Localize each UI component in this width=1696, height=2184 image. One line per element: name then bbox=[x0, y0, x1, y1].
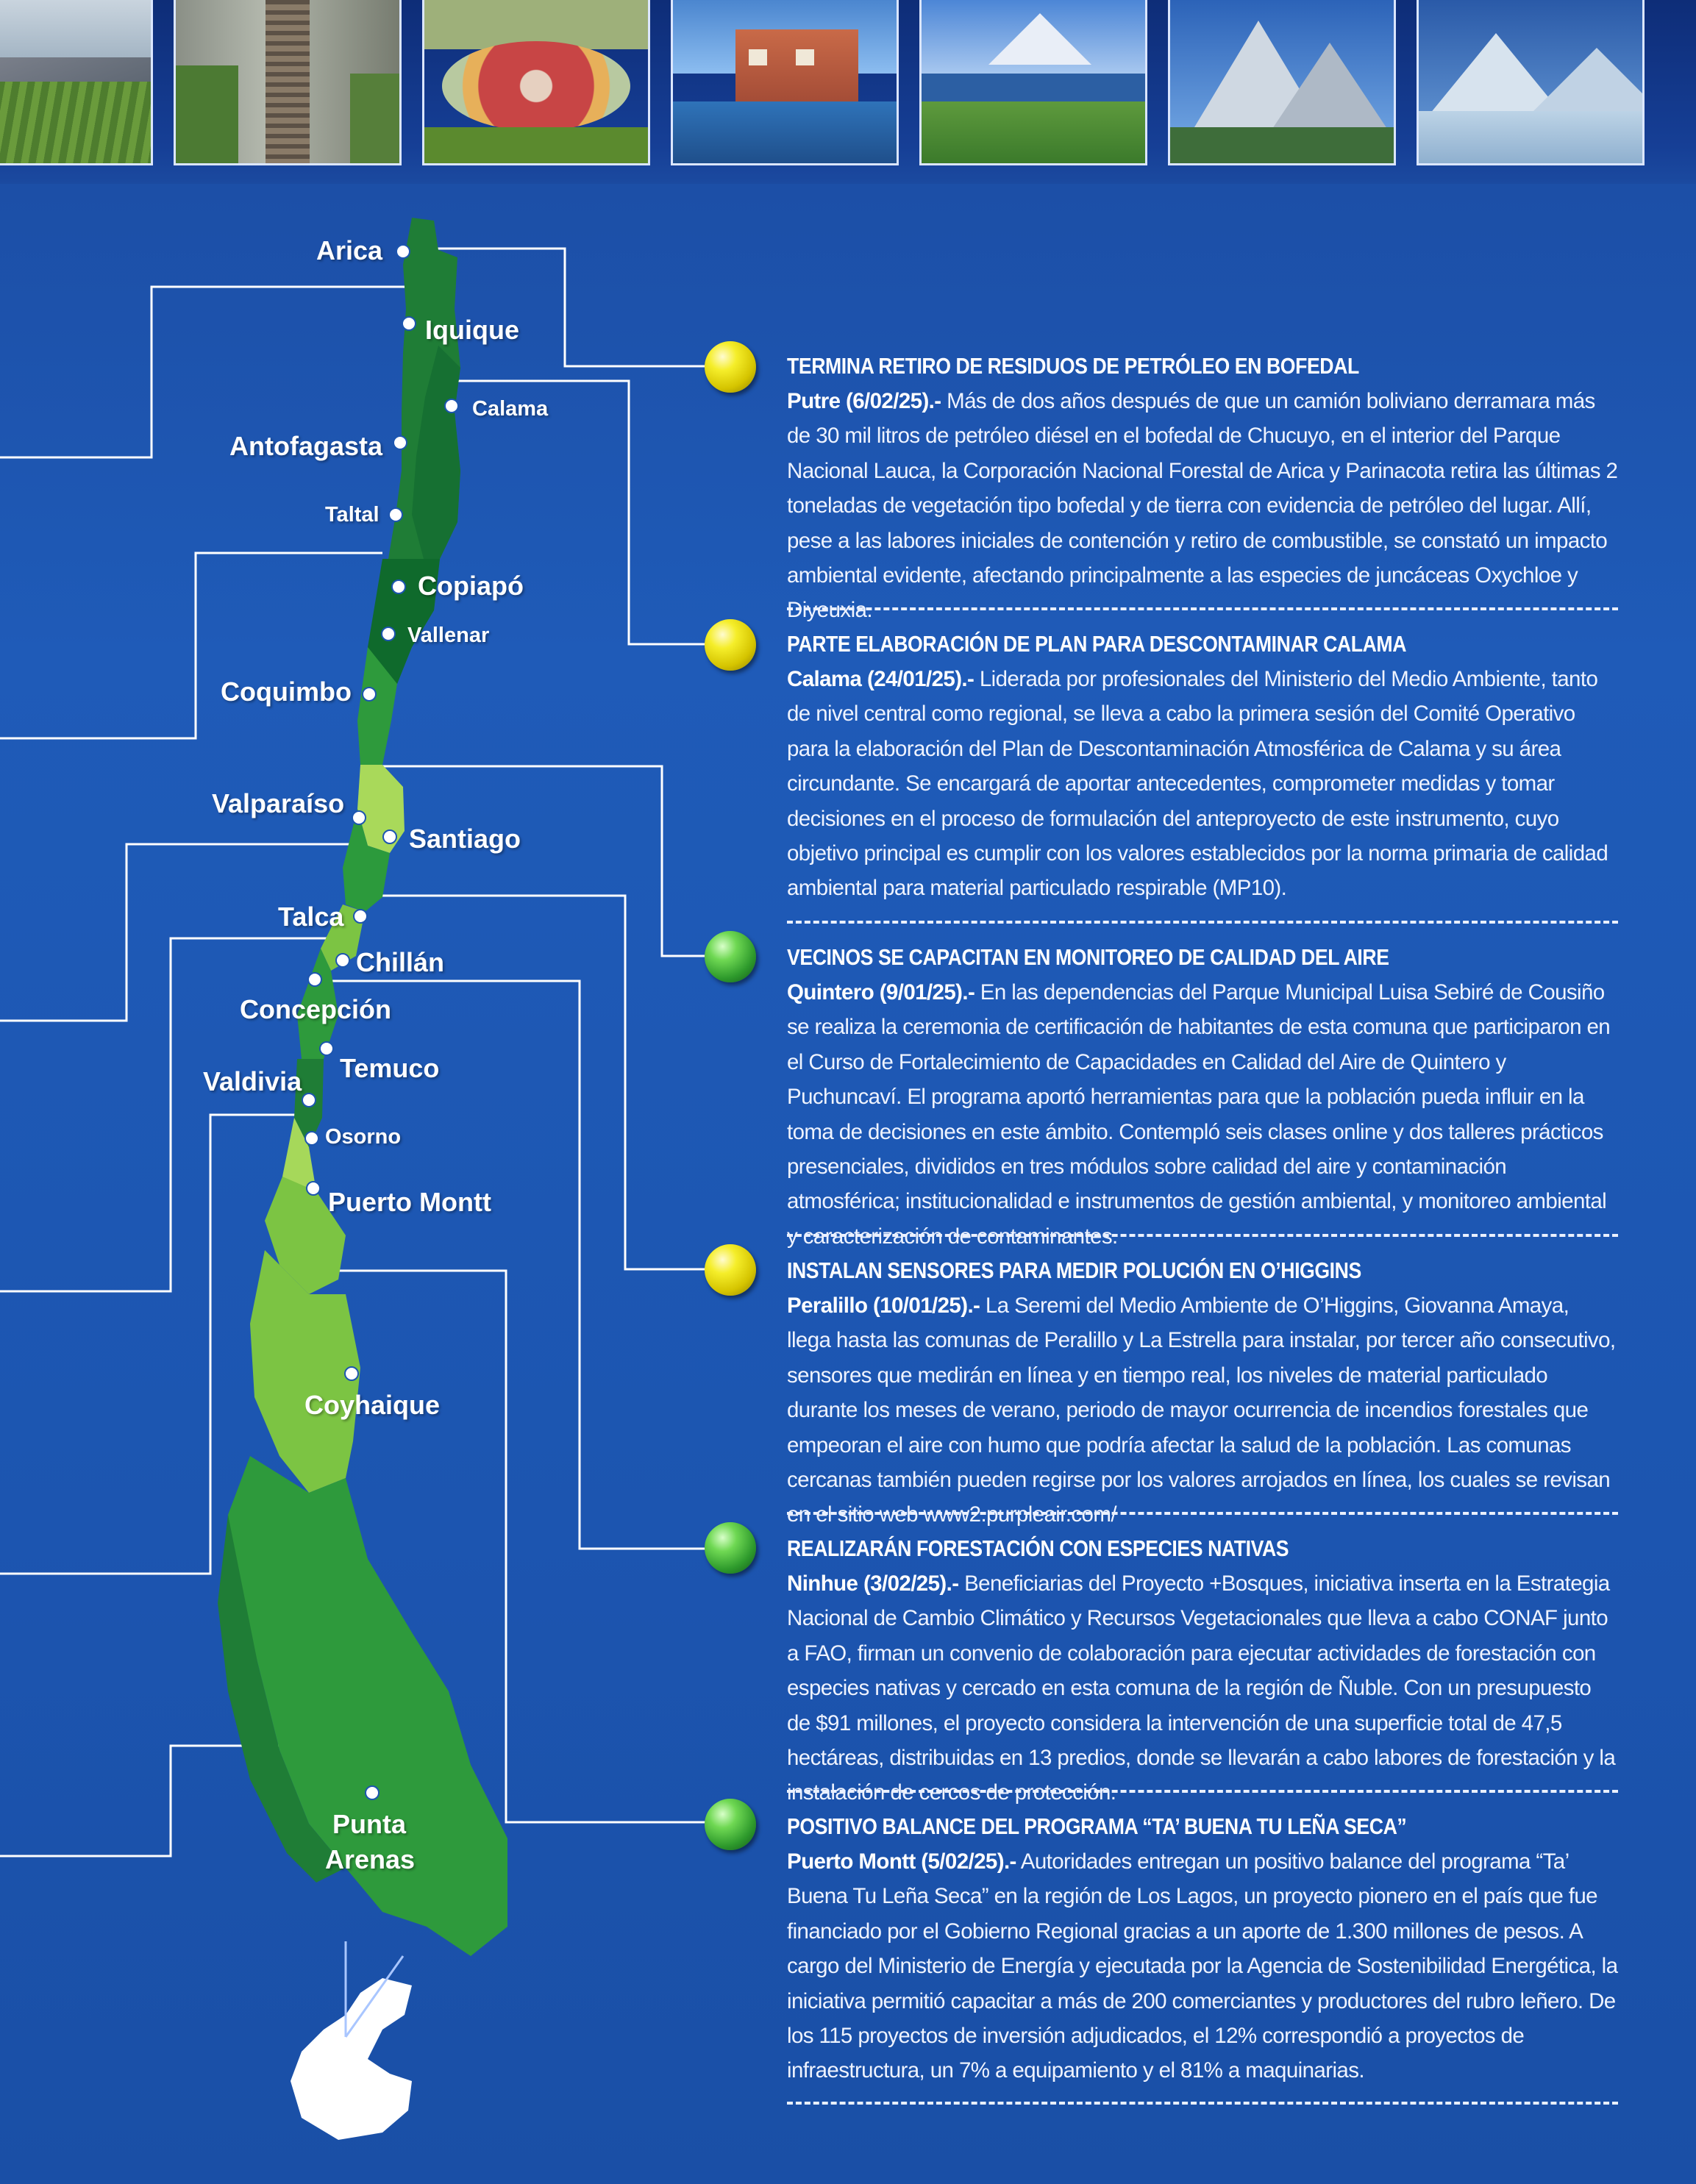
news-text: Autoridades entregan un positivo balance del programa “Ta’ Buena Tu Leña Seca” en la región de Los Lagos, un proyecto pionero en el país que fue financiado por el Gobierno Regional gracias a un aporte de 1.300 millones de pesos. A cargo del Ministerio de Energía y ejecutada por la Agencia de Sostenibilidad Energética, la iniciativa permitió capacitar a más de 200 comerciantes y productores del rubro leñero. De los 115 proyectos de inversión adjudicados, el 12% correspondió a proyectos de infraestructura, un 7% a equipamiento y el 81% a maquinarias. bbox=[787, 1849, 1618, 2083]
news-text: Beneficiarias del Proyecto +Bosques, iniciativa inserta en la Estrategia Nacional de Cambio Climático y Recursos Vegetacionales que lleva a cabo CONAF junto a FAO, firman un convenio de colaboración para ejecutar actividades de forestación con especies nativas y cercado en esta comuna de la región de Ñuble. Con un presupuesto de $91 millones, el proyecto considera la intervención de una superficie total de 47,5 hectáreas, distribuidas en 13 predios, donde se llevarán a cabo labores de forestación y la instalación de cercos de protección. bbox=[787, 1571, 1616, 1805]
news-lead: Ninhue (3/02/25).- bbox=[787, 1571, 959, 1596]
news-text: Más de dos años después de que un camión boliviano derramara más de 30 mil litros de petróleo diésel en el bofedal de Chucuyo, en el interior del Parque Nacional Lauca, la Corporación Nacional Forestal de Arica y Parinacota retira las últimas 2 toneladas de vegetación tipo bofedal y de tierra con evidencia de petróleo del lugar. Allí, pese a las labores iniciales de contención y retiro de combustible, se constató un impacto ambiental evidente, afectando principalmente a las especies de juncáceas Oxychloe y Diyeuxia. bbox=[787, 389, 1618, 623]
dashed-divider bbox=[787, 921, 1618, 924]
news-body bbox=[787, 1288, 1618, 1532]
news-item bbox=[787, 353, 1618, 628]
news-body bbox=[787, 1566, 1618, 1810]
news-item bbox=[787, 1257, 1618, 1532]
city-label-vallenar: Vallenar bbox=[407, 624, 490, 647]
city-label-valdivia: Valdivia bbox=[203, 1066, 302, 1096]
news-title: PARTE ELABORACIÓN DE PLAN PARA DESCONTAMINAR CALAMA bbox=[787, 631, 1407, 657]
glacier-photo bbox=[1417, 0, 1645, 165]
news-marker-yellow bbox=[705, 341, 756, 393]
city-label-taltal: Taltal bbox=[325, 503, 380, 527]
news-marker-green bbox=[705, 931, 756, 982]
city-label-coyhaique: Coyhaique bbox=[304, 1390, 441, 1420]
news-item bbox=[787, 1813, 1618, 2088]
city-label-punta: Punta bbox=[332, 1809, 407, 1839]
news-text: La Seremi del Medio Ambiente de O’Higgins, Giovanna Amaya, llega hasta las comunas de Peralillo y La Estrella para instalar, por tercer año consecutivo, sensores que medirán en línea y en tiempo real, los niveles de material particulado durante los meses de verano, periodo de mayor ocurrencia de incendios forestales que empeoran el aire con humo que podría afectar la salud de la población. Las comunas cercanas también pueden regirse por los valores arrojados en línea, los cuales se revisan en el sitio web www2.purpleair.com/ bbox=[787, 1293, 1616, 1527]
news-lead: Calama (24/01/25).- bbox=[787, 667, 975, 691]
antarctica-shape bbox=[291, 1978, 412, 2140]
connector-line bbox=[0, 553, 382, 738]
news-title: TERMINA RETIRO DE RESIDUOS DE PETRÓLEO EN BOFEDAL bbox=[787, 353, 1359, 379]
city-label-temuco: Temuco bbox=[340, 1053, 440, 1083]
news-marker-green bbox=[705, 1799, 756, 1850]
dashed-divider bbox=[787, 607, 1618, 610]
dashed-divider bbox=[787, 2102, 1618, 2105]
news-body bbox=[787, 662, 1618, 906]
city-label-chillan: Chillán bbox=[356, 947, 445, 977]
news-marker-yellow bbox=[705, 619, 756, 671]
city-label-puerto-montt: Puerto Montt bbox=[328, 1187, 491, 1217]
city-label-arenas: Arenas bbox=[325, 1844, 416, 1874]
news-body bbox=[787, 1844, 1618, 2088]
news-item bbox=[787, 631, 1618, 906]
mountain-peaks-photo bbox=[1168, 0, 1396, 165]
news-lead: Putre (6/02/25).- bbox=[787, 389, 941, 413]
city-label-calama: Calama bbox=[472, 397, 549, 421]
news-marker-green bbox=[705, 1522, 756, 1574]
city-label-antofagasta: Antofagasta bbox=[229, 431, 383, 461]
news-body bbox=[787, 384, 1618, 628]
news-title: POSITIVO BALANCE DEL PROGRAMA “TA’ BUENA TU LEÑA SECA” bbox=[787, 1813, 1407, 1839]
news-marker-yellow bbox=[705, 1244, 756, 1296]
dashed-divider bbox=[787, 1512, 1618, 1515]
dashed-divider bbox=[787, 1790, 1618, 1793]
city-label-santiago: Santiago bbox=[409, 824, 521, 854]
news-lead: Quintero (9/01/25).- bbox=[787, 980, 975, 1004]
news-text: En las dependencias del Parque Municipal Luisa Sebiré de Cousiño se realiza la ceremonia de certificación de habitantes de esta comuna que participaron en el Curso de Fortalecimiento de Capacidades en Calidad del Aire de Quintero y Puchuncaví. El programa aportó herramientas para que la población pueda influir en la toma de decisiones en este ámbito. Contempló seis clases online y dos talleres prácticos presenciales, divididos en tres módulos sobre calidad del aire y contaminación atmosférica; institucionalidad e instrumentos de gestión ambiental, y monitoreo ambiental y caracterización de contaminantes. bbox=[787, 980, 1611, 1249]
news-item bbox=[787, 1535, 1618, 1810]
city-label-arica: Arica bbox=[316, 235, 383, 265]
news-item bbox=[787, 944, 1618, 1254]
volcano-lake-photo bbox=[919, 0, 1147, 165]
city-label-copiapo: Copiapó bbox=[418, 571, 524, 601]
news-body bbox=[787, 975, 1618, 1254]
city-label-osorno: Osorno bbox=[325, 1125, 402, 1149]
city-label-valparaiso: Valparaíso bbox=[212, 788, 345, 818]
news-lead: Puerto Montt (5/02/25).- bbox=[787, 1849, 1016, 1874]
city-label-iquique: Iquique bbox=[425, 315, 519, 345]
connector-line bbox=[360, 766, 713, 956]
city-label-concepcion: Concepción bbox=[240, 994, 392, 1024]
city-label-coquimbo: Coquimbo bbox=[221, 677, 352, 707]
news-text: Liderada por profesionales del Ministerio del Medio Ambiente, tanto de nivel central como regional, se lleva a cabo la primera sesión del Comité Operativo para la elaboración del Plan de Descontaminación Atmosférica de Calama y su área circundante. Se encargará de aportar antecedentes, comprometer medidas y tomar decisiones en el proceso de formulación del anteproyecto de este instrumento, cuyo objetivo principal es cumplir con los valores establecidos por la norma primaria de calidad ambiental para material particulado respirable (MP10). bbox=[787, 667, 1608, 901]
dashed-divider bbox=[787, 1234, 1618, 1237]
region-magallanes bbox=[228, 1456, 507, 1956]
news-title: INSTALAN SENSORES PARA MEDIR POLUCIÓN EN O’HIGGINS bbox=[787, 1257, 1361, 1283]
news-lead: Peralillo (10/01/25).- bbox=[787, 1293, 980, 1318]
news-title: REALIZARÁN FORESTACIÓN CON ESPECIES NATIVAS bbox=[787, 1535, 1289, 1561]
city-label-talca: Talca bbox=[278, 902, 344, 932]
news-title: VECINOS SE CAPACITAN EN MONITOREO DE CALIDAD DEL AIRE bbox=[787, 944, 1389, 970]
